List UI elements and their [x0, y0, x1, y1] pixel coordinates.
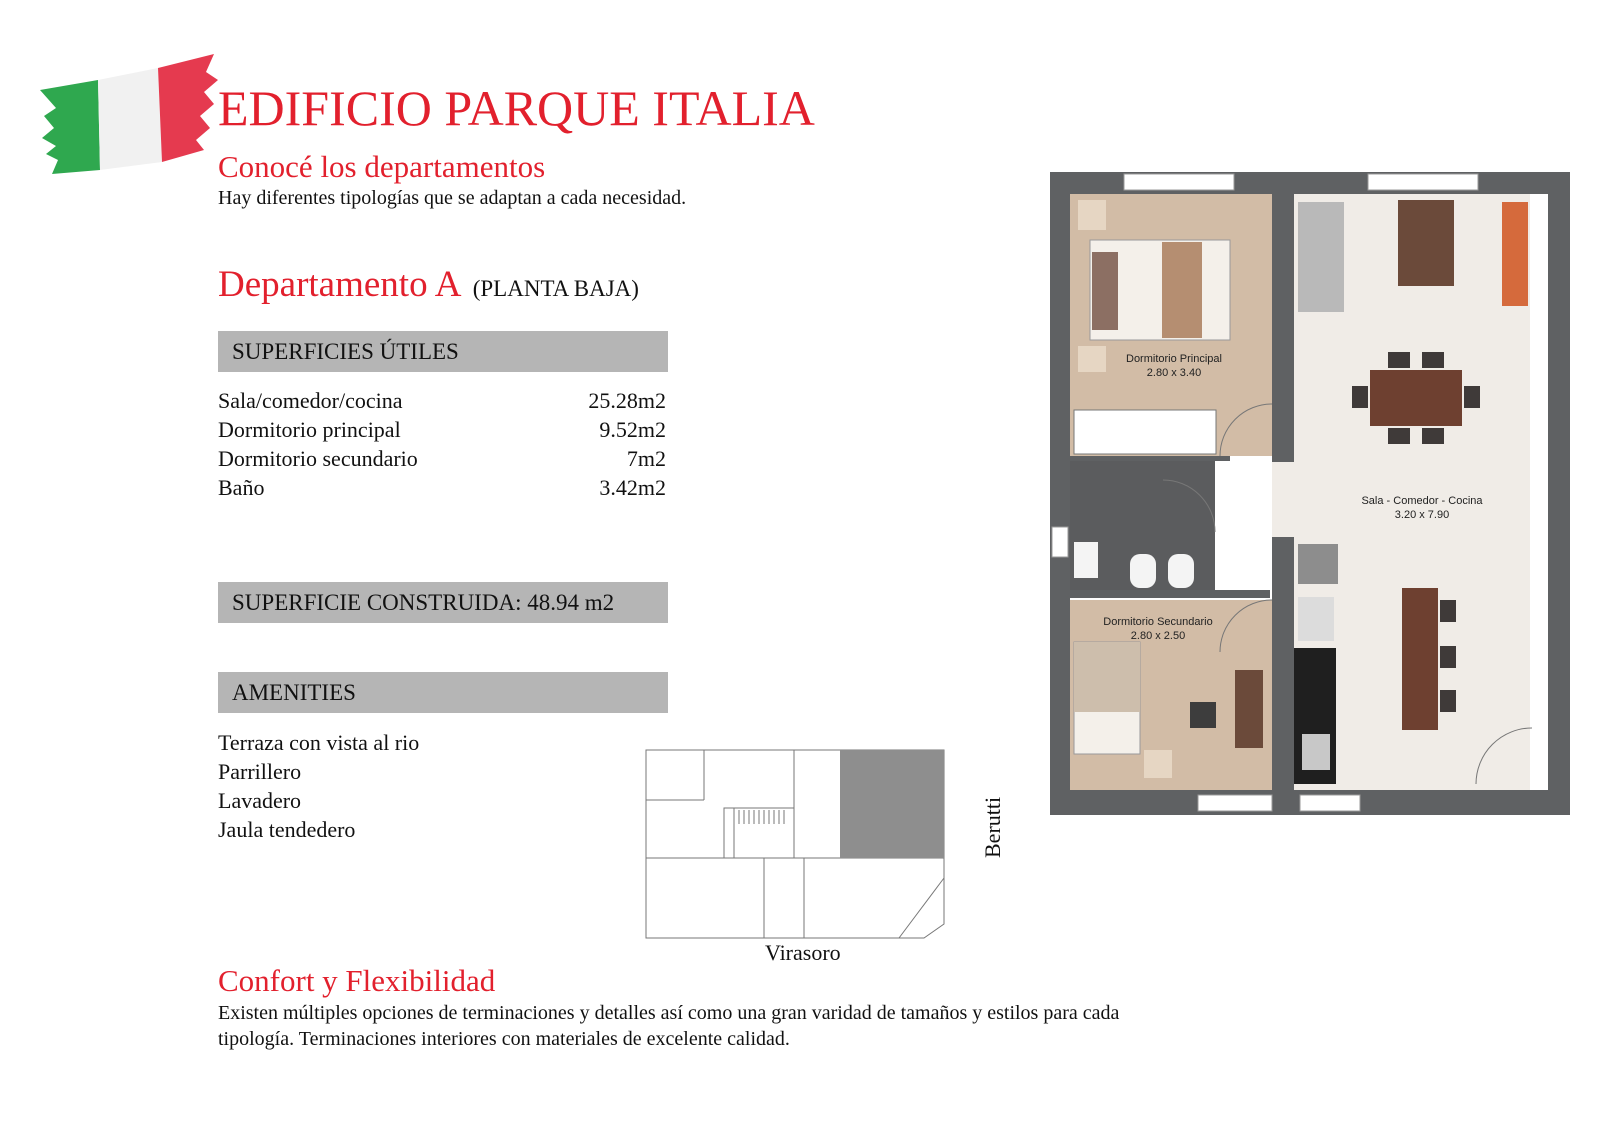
- list-item: Jaula tendedero: [218, 817, 356, 842]
- page-description: Hay diferentes tipologías que se adaptan a cada necesidad.: [218, 187, 687, 209]
- amenities-list: [218, 728, 419, 844]
- street-label-virasoro: Virasoro: [765, 940, 841, 965]
- page-title: EDIFICIO PARQUE ITALIA: [218, 80, 815, 136]
- page-subtitle: Conocé los departamentos: [218, 149, 546, 184]
- list-item: Parrillero: [218, 759, 302, 784]
- area-label: Dormitorio secundario: [218, 446, 418, 471]
- italian-flag-logo: [38, 50, 218, 178]
- room-size-master: 2.80 x 3.40: [1146, 367, 1202, 379]
- superficies-utiles-heading: SUPERFICIES ÚTILES: [218, 331, 668, 372]
- area-row: [218, 473, 666, 502]
- unit-highlight: [840, 750, 944, 858]
- list-item: Terraza con vista al rio: [218, 730, 420, 755]
- room-name-living: Sala - Comedor - Cocina: [1361, 495, 1483, 507]
- amenities-heading: AMENITIES: [218, 672, 668, 713]
- area-label: Sala/comedor/cocina: [218, 388, 403, 413]
- area-label: Dormitorio principal: [218, 417, 401, 442]
- street-label-berutti: Berutti: [980, 796, 1005, 858]
- room-size-second: 2.80 x 2.50: [1130, 630, 1186, 642]
- area-list: [218, 386, 666, 502]
- area-value: 9.52m2: [599, 417, 666, 442]
- site-plan: [644, 748, 984, 940]
- confort-heading: Confort y Flexibilidad: [218, 963, 496, 998]
- room-name-master: Dormitorio Principal: [1126, 353, 1222, 365]
- department-name: Departamento A: [218, 264, 460, 305]
- room-size-living: 3.20 x 7.90: [1394, 509, 1450, 521]
- list-item: Lavadero: [218, 788, 302, 813]
- area-row: [218, 444, 666, 473]
- area-label: Baño: [218, 475, 265, 500]
- area-row: [218, 386, 666, 415]
- floor-plan: [1050, 172, 1570, 815]
- department-heading: [218, 264, 639, 310]
- area-value: 3.42m2: [599, 475, 666, 500]
- area-value: 7m2: [626, 446, 666, 471]
- superficie-construida-bar: SUPERFICIE CONSTRUIDA: 48.94 m2: [218, 582, 668, 623]
- area-row: [218, 415, 666, 444]
- area-value: 25.28m2: [588, 388, 666, 413]
- room-name-second: Dormitorio Secundario: [1103, 616, 1213, 628]
- confort-description: Existen múltiples opciones de terminaciones y detalles así como una gran varidad de tamaños y estilos para cada tipología. Terminaciones interiores con materiales de excelente calidad.: [218, 1002, 1120, 1050]
- department-floor: (PLANTA BAJA): [472, 276, 639, 301]
